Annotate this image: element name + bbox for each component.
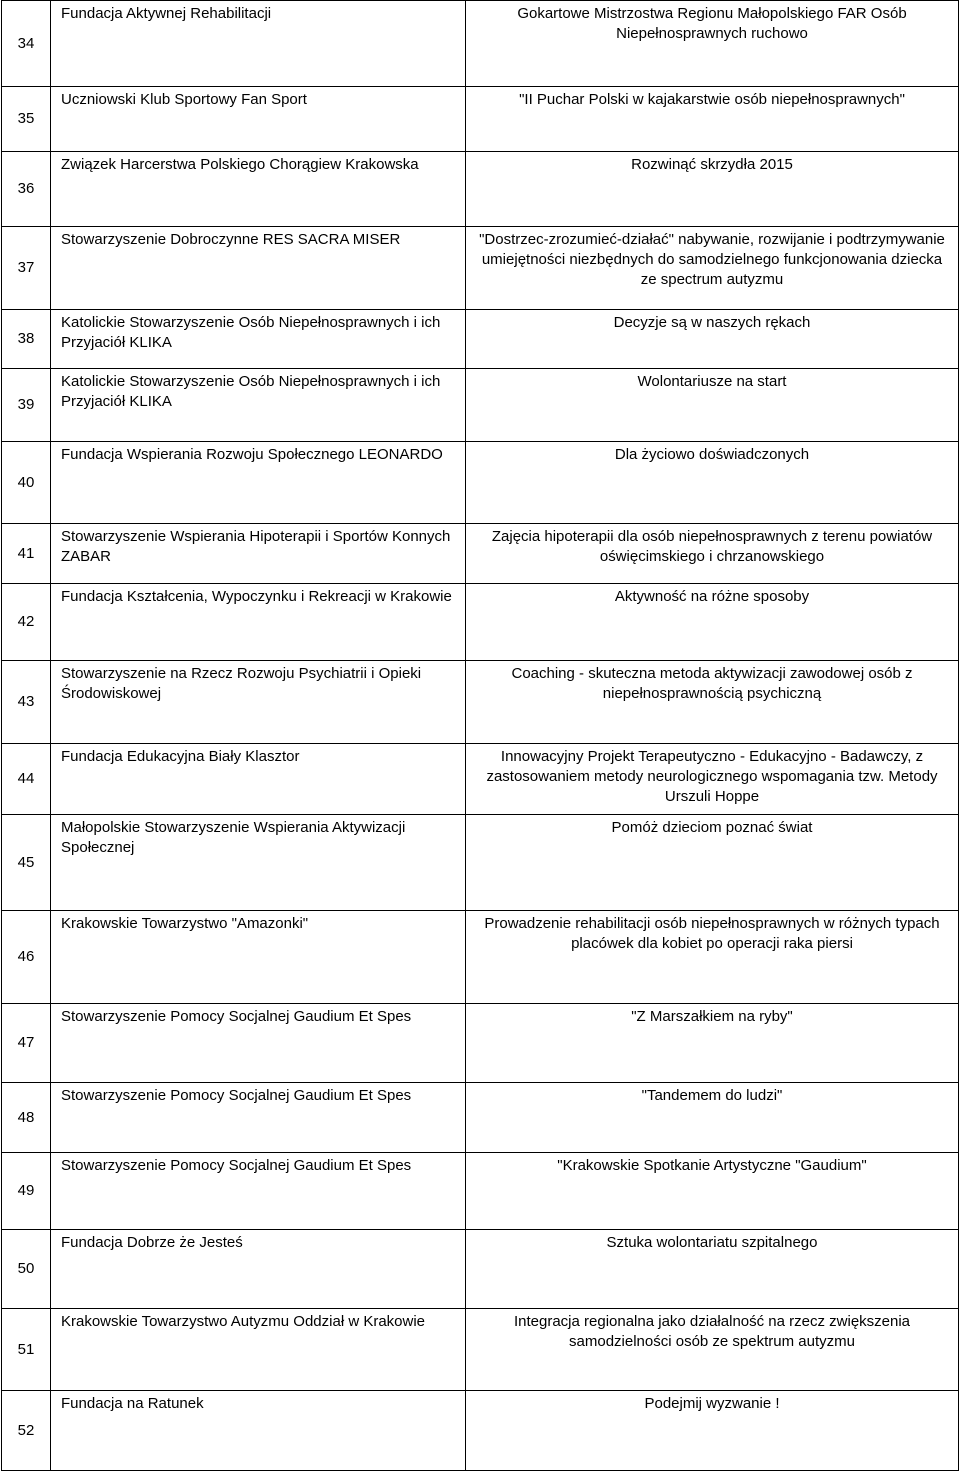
row-number: 49 bbox=[2, 1153, 51, 1230]
organization-name: Stowarzyszenie na Rzecz Rozwoju Psychiatrii i Opieki Środowiskowej bbox=[51, 661, 466, 744]
table-row bbox=[2, 744, 959, 815]
project-title: Podejmij wyzwanie ! bbox=[466, 1391, 959, 1471]
row-number: 52 bbox=[2, 1391, 51, 1471]
organization-name: Stowarzyszenie Pomocy Socjalnej Gaudium Et Spes bbox=[51, 1153, 466, 1230]
row-number: 46 bbox=[2, 911, 51, 1004]
organization-name: Katolickie Stowarzyszenie Osób Niepełnosprawnych i ich Przyjaciół KLIKA bbox=[51, 369, 466, 442]
row-number: 48 bbox=[2, 1083, 51, 1153]
row-number: 50 bbox=[2, 1230, 51, 1309]
project-title: Pomóż dzieciom poznać świat bbox=[466, 815, 959, 911]
project-title: Coaching - skuteczna metoda aktywizacji zawodowej osób z niepełnosprawnością psychiczną bbox=[466, 661, 959, 744]
row-number: 41 bbox=[2, 524, 51, 584]
organization-name: Fundacja na Ratunek bbox=[51, 1391, 466, 1471]
project-title: Decyzje są w naszych rękach bbox=[466, 310, 959, 369]
project-title: Dla życiowo doświadczonych bbox=[466, 442, 959, 524]
project-title: Integracja regionalna jako działalność na rzecz zwiększenia samodzielności osób ze spektrum autyzmu bbox=[466, 1309, 959, 1391]
organization-name: Fundacja Edukacyjna Biały Klasztor bbox=[51, 744, 466, 815]
organization-name: Krakowskie Towarzystwo "Amazonki" bbox=[51, 911, 466, 1004]
table-row bbox=[2, 227, 959, 310]
organization-name: Stowarzyszenie Pomocy Socjalnej Gaudium Et Spes bbox=[51, 1004, 466, 1083]
project-title: "Dostrzec-zrozumieć-działać" nabywanie, rozwijanie i podtrzymywanie umiejętności niezbędnych do samodzielnego funkcjonowania dziecka ze spectrum autyzmu bbox=[466, 227, 959, 310]
project-title: "Tandemem do ludzi" bbox=[466, 1083, 959, 1153]
row-number: 37 bbox=[2, 227, 51, 310]
table-row bbox=[2, 815, 959, 911]
table-row bbox=[2, 1309, 959, 1391]
row-number: 42 bbox=[2, 584, 51, 661]
table-row bbox=[2, 442, 959, 524]
organization-name: Fundacja Wspierania Rozwoju Społecznego LEONARDO bbox=[51, 442, 466, 524]
row-number: 34 bbox=[2, 1, 51, 87]
row-number: 51 bbox=[2, 1309, 51, 1391]
project-title: "Krakowskie Spotkanie Artystyczne "Gaudium" bbox=[466, 1153, 959, 1230]
row-number: 39 bbox=[2, 369, 51, 442]
project-title: Gokartowe Mistrzostwa Regionu Małopolskiego FAR Osób Niepełnosprawnych ruchowo bbox=[466, 1, 959, 87]
table-row bbox=[2, 911, 959, 1004]
project-title: Prowadzenie rehabilitacji osób niepełnosprawnych w różnych typach placówek dla kobiet po operacji raka piersi bbox=[466, 911, 959, 1004]
organization-name: Fundacja Aktywnej Rehabilitacji bbox=[51, 1, 466, 87]
project-title: Aktywność na różne sposoby bbox=[466, 584, 959, 661]
row-number: 36 bbox=[2, 152, 51, 227]
organization-name: Stowarzyszenie Wspierania Hipoterapii i Sportów Konnych ZABAR bbox=[51, 524, 466, 584]
table-row bbox=[2, 152, 959, 227]
project-title: Wolontariusze na start bbox=[466, 369, 959, 442]
organization-name: Uczniowski Klub Sportowy Fan Sport bbox=[51, 87, 466, 152]
table-row bbox=[2, 1391, 959, 1471]
project-title: Zajęcia hipoterapii dla osób niepełnosprawnych z terenu powiatów oświęcimskiego i chrzanowskiego bbox=[466, 524, 959, 584]
project-title: Innowacyjny Projekt Terapeutyczno - Edukacyjno - Badawczy, z zastosowaniem metody neurologicznego wspomagania tzw. Metody Urszuli Hoppe bbox=[466, 744, 959, 815]
table-row bbox=[2, 1230, 959, 1309]
row-number: 45 bbox=[2, 815, 51, 911]
table-row bbox=[2, 310, 959, 369]
table-row bbox=[2, 1083, 959, 1153]
table-row bbox=[2, 1, 959, 87]
table-row bbox=[2, 369, 959, 442]
project-title: Rozwinąć skrzydła 2015 bbox=[466, 152, 959, 227]
organization-name: Krakowskie Towarzystwo Autyzmu Oddział w Krakowie bbox=[51, 1309, 466, 1391]
organization-name: Małopolskie Stowarzyszenie Wspierania Aktywizacji Społecznej bbox=[51, 815, 466, 911]
project-title: "Z Marszałkiem na ryby" bbox=[466, 1004, 959, 1083]
row-number: 47 bbox=[2, 1004, 51, 1083]
table-row bbox=[2, 1004, 959, 1083]
row-number: 35 bbox=[2, 87, 51, 152]
table-row bbox=[2, 524, 959, 584]
table-row bbox=[2, 87, 959, 152]
table-row bbox=[2, 584, 959, 661]
row-number: 43 bbox=[2, 661, 51, 744]
row-number: 38 bbox=[2, 310, 51, 369]
organization-name: Związek Harcerstwa Polskiego Chorągiew Krakowska bbox=[51, 152, 466, 227]
grants-table bbox=[1, 0, 959, 1471]
organization-name: Fundacja Dobrze że Jesteś bbox=[51, 1230, 466, 1309]
table-row bbox=[2, 1153, 959, 1230]
row-number: 40 bbox=[2, 442, 51, 524]
project-title: "II Puchar Polski w kajakarstwie osób niepełnosprawnych" bbox=[466, 87, 959, 152]
organization-name: Stowarzyszenie Pomocy Socjalnej Gaudium Et Spes bbox=[51, 1083, 466, 1153]
organization-name: Katolickie Stowarzyszenie Osób Niepełnosprawnych i ich Przyjaciół KLIKA bbox=[51, 310, 466, 369]
organization-name: Fundacja Kształcenia, Wypoczynku i Rekreacji w Krakowie bbox=[51, 584, 466, 661]
project-title: Sztuka wolontariatu szpitalnego bbox=[466, 1230, 959, 1309]
organization-name: Stowarzyszenie Dobroczynne RES SACRA MISER bbox=[51, 227, 466, 310]
table-row bbox=[2, 661, 959, 744]
row-number: 44 bbox=[2, 744, 51, 815]
